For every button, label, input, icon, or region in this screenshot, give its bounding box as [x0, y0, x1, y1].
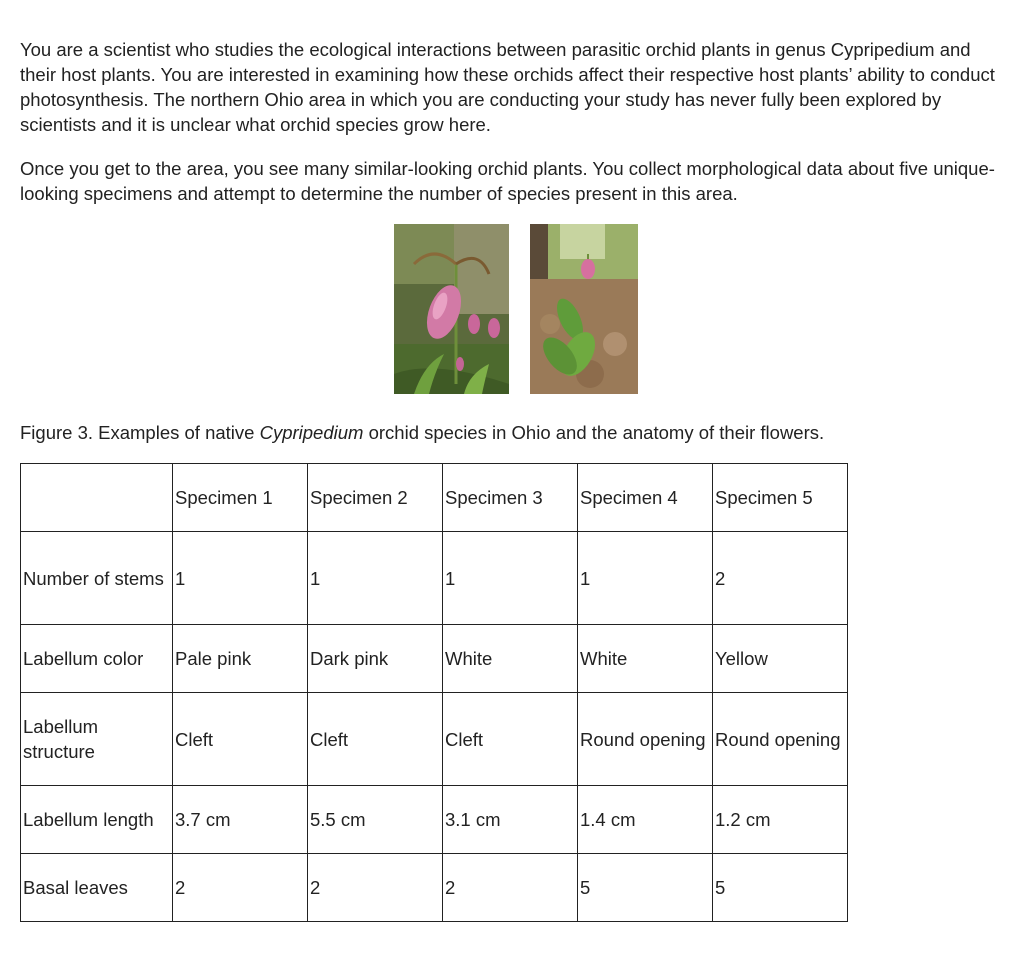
table-cell: 3.1 cm	[443, 786, 578, 854]
orchid-photo-leaves	[530, 224, 638, 394]
table-cell: 1.2 cm	[713, 786, 848, 854]
table-cell: 1	[443, 532, 578, 625]
intro-paragraph-2: Once you get to the area, you see many similar-looking orchid plants. You collect morphological data about five unique-looking specimens and attempt to determine the number of species present in this area.	[20, 158, 995, 204]
table-cell: Cleft	[308, 693, 443, 786]
table-cell: 2	[713, 532, 848, 625]
table-cell: Cleft	[443, 693, 578, 786]
table-header-cell: Specimen 2	[308, 464, 443, 532]
figure-caption-suffix: orchid species in Ohio and the anatomy of their flowers.	[363, 422, 825, 443]
table-cell: 1.4 cm	[578, 786, 713, 854]
table-cell: 5.5 cm	[308, 786, 443, 854]
table-cell: 5	[713, 854, 848, 922]
table-cell: Yellow	[713, 625, 848, 693]
table-cell: Pale pink	[173, 625, 308, 693]
row-label: Labellum color	[21, 625, 173, 693]
table-header-cell: Specimen 5	[713, 464, 848, 532]
table-cell: Round opening	[578, 693, 713, 786]
table-cell: 2	[308, 854, 443, 922]
table-cell: 2	[443, 854, 578, 922]
table-cell: 5	[578, 854, 713, 922]
intro-paragraph-1: You are a scientist who studies the ecological interactions between parasitic orchid plants in genus Cypripedium and their host plants. You are interested in examining how these orchids affect their respective host plants’ ability to conduct photosynthesis. The northern Ohio area in which you are conducting your study has never fully been explored by scientists and it is unclear what orchid species grow here.	[20, 39, 995, 135]
figure-caption-prefix: Figure 3. Examples of native	[20, 422, 260, 443]
table-cell: Round opening	[713, 693, 848, 786]
table-row	[21, 786, 848, 854]
table-cell: Cleft	[173, 693, 308, 786]
table-cell: White	[443, 625, 578, 693]
table-cell: Dark pink	[308, 625, 443, 693]
table-row	[21, 854, 848, 922]
specimen-table	[20, 463, 848, 922]
table-header-cell: Specimen 3	[443, 464, 578, 532]
table-cell: 1	[578, 532, 713, 625]
table-cell: 3.7 cm	[173, 786, 308, 854]
figure-caption	[20, 420, 1010, 445]
table-header-cell	[21, 464, 173, 532]
row-label: Labellum length	[21, 786, 173, 854]
table-cell: White	[578, 625, 713, 693]
table-cell: 1	[173, 532, 308, 625]
row-label: Basal leaves	[21, 854, 173, 922]
table-header-cell: Specimen 1	[173, 464, 308, 532]
table-header-cell: Specimen 4	[578, 464, 713, 532]
orchid-photo-flowers	[394, 224, 509, 394]
table-header-row	[21, 464, 848, 532]
table-cell: 1	[308, 532, 443, 625]
table-row	[21, 693, 848, 786]
row-label: Number of stems	[21, 532, 173, 625]
table-row	[21, 532, 848, 625]
row-label: Labellum structure	[21, 693, 173, 786]
figure-caption-genus: Cypripedium	[259, 422, 364, 443]
table-row	[21, 625, 848, 693]
table-cell: 2	[173, 854, 308, 922]
